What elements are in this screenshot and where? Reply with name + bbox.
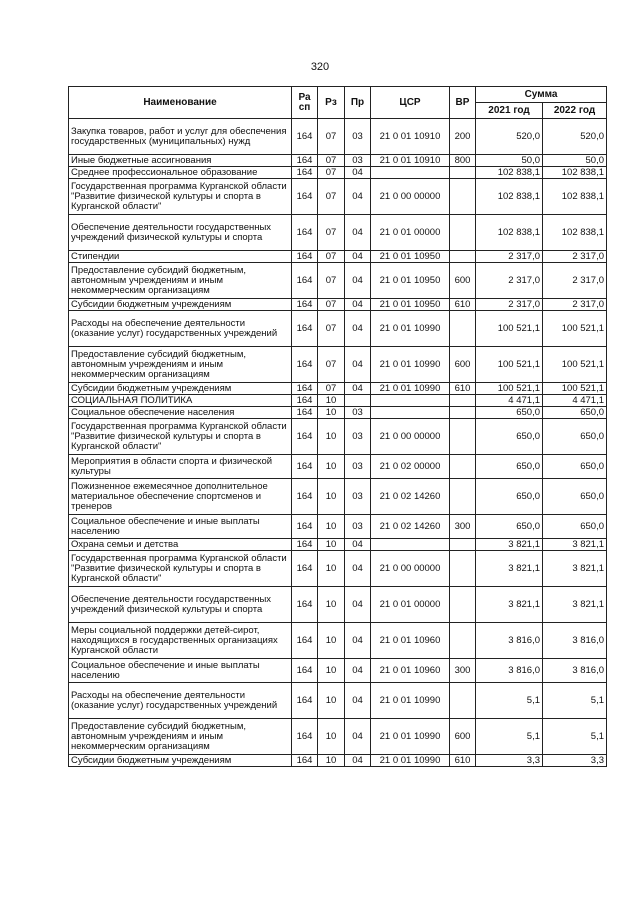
row-rasp: 164 xyxy=(292,215,318,251)
row-rasp: 164 xyxy=(292,623,318,659)
table-row xyxy=(69,407,607,419)
table-row xyxy=(69,419,607,455)
row-sum-2021: 3 816,0 xyxy=(476,659,543,683)
row-rasp: 164 xyxy=(292,347,318,383)
row-pr: 03 xyxy=(345,419,371,455)
row-vr: 300 xyxy=(450,659,476,683)
row-name: Государственная программа Курганской области "Развитие физической культуры и спорта в Курганской области" xyxy=(69,419,292,455)
row-sum-2022: 3 816,0 xyxy=(543,659,607,683)
row-rz: 07 xyxy=(318,383,345,395)
row-vr xyxy=(450,683,476,719)
table-row xyxy=(69,539,607,551)
row-sum-2022: 520,0 xyxy=(543,119,607,155)
header-csr: ЦСР xyxy=(371,87,450,119)
row-rz: 10 xyxy=(318,551,345,587)
row-vr xyxy=(450,179,476,215)
row-csr: 21 0 02 00000 xyxy=(371,455,450,479)
row-rasp: 164 xyxy=(292,455,318,479)
table-row xyxy=(69,515,607,539)
row-rasp: 164 xyxy=(292,383,318,395)
row-sum-2021: 102 838,1 xyxy=(476,215,543,251)
row-sum-2021: 650,0 xyxy=(476,479,543,515)
row-sum-2021: 4 471,1 xyxy=(476,395,543,407)
row-rasp: 164 xyxy=(292,263,318,299)
row-sum-2021: 650,0 xyxy=(476,419,543,455)
row-vr xyxy=(450,551,476,587)
row-vr: 600 xyxy=(450,719,476,755)
row-csr: 21 0 01 00000 xyxy=(371,587,450,623)
row-rasp: 164 xyxy=(292,395,318,407)
row-sum-2021: 3 821,1 xyxy=(476,587,543,623)
row-rasp: 164 xyxy=(292,311,318,347)
row-sum-2022: 3 821,1 xyxy=(543,539,607,551)
row-csr: 21 0 01 10950 xyxy=(371,299,450,311)
row-rz: 10 xyxy=(318,539,345,551)
row-sum-2022: 3 821,1 xyxy=(543,587,607,623)
row-rz: 10 xyxy=(318,659,345,683)
row-pr: 04 xyxy=(345,719,371,755)
header-sum: Сумма xyxy=(476,87,607,103)
row-pr: 04 xyxy=(345,755,371,767)
row-pr: 03 xyxy=(345,407,371,419)
row-name: Предоставление субсидий бюджетным, автономным учреждениям и иным некоммерческим организациям xyxy=(69,263,292,299)
row-rz: 07 xyxy=(318,179,345,215)
row-rasp: 164 xyxy=(292,755,318,767)
row-pr: 03 xyxy=(345,479,371,515)
row-pr: 03 xyxy=(345,455,371,479)
row-rasp: 164 xyxy=(292,299,318,311)
row-pr xyxy=(345,395,371,407)
header-row xyxy=(69,87,607,103)
row-name: Обеспечение деятельности государственных учреждений физической культуры и спорта xyxy=(69,215,292,251)
row-vr: 600 xyxy=(450,347,476,383)
row-vr: 600 xyxy=(450,263,476,299)
row-vr xyxy=(450,311,476,347)
header-2022: 2022 год xyxy=(543,103,607,119)
row-pr: 04 xyxy=(345,179,371,215)
row-name: Пожизненное ежемесячное дополнительное материальное обеспечение спортсменов и тренеров xyxy=(69,479,292,515)
row-csr: 21 0 01 10990 xyxy=(371,383,450,395)
row-rasp: 164 xyxy=(292,683,318,719)
row-sum-2021: 100 521,1 xyxy=(476,347,543,383)
row-sum-2021: 2 317,0 xyxy=(476,299,543,311)
row-csr: 21 0 01 10950 xyxy=(371,251,450,263)
row-name: Мероприятия в области спорта и физической культуры xyxy=(69,455,292,479)
table-row xyxy=(69,479,607,515)
row-rz: 07 xyxy=(318,299,345,311)
row-sum-2022: 650,0 xyxy=(543,407,607,419)
row-vr xyxy=(450,407,476,419)
row-sum-2021: 2 317,0 xyxy=(476,263,543,299)
row-csr: 21 0 01 00000 xyxy=(371,215,450,251)
table-row xyxy=(69,347,607,383)
row-rz: 10 xyxy=(318,623,345,659)
table-row xyxy=(69,395,607,407)
row-rasp: 164 xyxy=(292,155,318,167)
row-pr: 04 xyxy=(345,383,371,395)
row-name: СОЦИАЛЬНАЯ ПОЛИТИКА xyxy=(69,395,292,407)
row-sum-2022: 2 317,0 xyxy=(543,251,607,263)
row-sum-2022: 650,0 xyxy=(543,455,607,479)
row-sum-2021: 102 838,1 xyxy=(476,179,543,215)
row-sum-2021: 520,0 xyxy=(476,119,543,155)
row-pr: 04 xyxy=(345,659,371,683)
row-rz: 10 xyxy=(318,683,345,719)
table-row xyxy=(69,719,607,755)
row-sum-2021: 5,1 xyxy=(476,683,543,719)
table-row xyxy=(69,755,607,767)
row-sum-2022: 3 816,0 xyxy=(543,623,607,659)
row-sum-2022: 4 471,1 xyxy=(543,395,607,407)
row-rasp: 164 xyxy=(292,539,318,551)
row-sum-2022: 2 317,0 xyxy=(543,263,607,299)
row-pr: 04 xyxy=(345,551,371,587)
row-csr: 21 0 00 00000 xyxy=(371,551,450,587)
row-rasp: 164 xyxy=(292,551,318,587)
row-rz: 10 xyxy=(318,419,345,455)
table-row xyxy=(69,383,607,395)
row-name: Охрана семьи и детства xyxy=(69,539,292,551)
budget-table xyxy=(68,86,607,767)
row-rasp: 164 xyxy=(292,719,318,755)
row-pr: 04 xyxy=(345,683,371,719)
row-name: Закупка товаров, работ и услуг для обеспечения государственных (муниципальных) нужд xyxy=(69,119,292,155)
table-row xyxy=(69,455,607,479)
row-rz: 07 xyxy=(318,347,345,383)
table-row xyxy=(69,119,607,155)
row-sum-2021: 650,0 xyxy=(476,515,543,539)
row-csr: 21 0 02 14260 xyxy=(371,515,450,539)
row-name: Социальное обеспечение населения xyxy=(69,407,292,419)
row-pr: 03 xyxy=(345,155,371,167)
row-name: Расходы на обеспечение деятельности (оказание услуг) государственных учреждений xyxy=(69,683,292,719)
row-csr: 21 0 01 10910 xyxy=(371,119,450,155)
row-sum-2021: 3 816,0 xyxy=(476,623,543,659)
table-row xyxy=(69,167,607,179)
row-vr xyxy=(450,419,476,455)
row-sum-2022: 50,0 xyxy=(543,155,607,167)
row-rasp: 164 xyxy=(292,179,318,215)
row-rasp: 164 xyxy=(292,659,318,683)
table-row xyxy=(69,251,607,263)
row-sum-2021: 5,1 xyxy=(476,719,543,755)
row-pr: 04 xyxy=(345,263,371,299)
row-rz: 07 xyxy=(318,119,345,155)
row-rz: 07 xyxy=(318,167,345,179)
row-vr xyxy=(450,587,476,623)
row-sum-2021: 50,0 xyxy=(476,155,543,167)
row-pr: 04 xyxy=(345,539,371,551)
row-rz: 10 xyxy=(318,515,345,539)
row-name: Среднее профессиональное образование xyxy=(69,167,292,179)
row-pr: 04 xyxy=(345,299,371,311)
row-name: Субсидии бюджетным учреждениям xyxy=(69,383,292,395)
table-row xyxy=(69,299,607,311)
row-sum-2022: 102 838,1 xyxy=(543,215,607,251)
row-name: Предоставление субсидий бюджетным, автономным учреждениям и иным некоммерческим организациям xyxy=(69,347,292,383)
row-csr: 21 0 01 10910 xyxy=(371,155,450,167)
row-csr: 21 0 01 10960 xyxy=(371,659,450,683)
row-rasp: 164 xyxy=(292,167,318,179)
row-sum-2022: 650,0 xyxy=(543,479,607,515)
row-rz: 10 xyxy=(318,719,345,755)
row-vr: 610 xyxy=(450,755,476,767)
row-name: Социальное обеспечение и иные выплаты населению xyxy=(69,659,292,683)
row-sum-2022: 5,1 xyxy=(543,683,607,719)
row-rasp: 164 xyxy=(292,515,318,539)
row-rz: 10 xyxy=(318,755,345,767)
table-row xyxy=(69,155,607,167)
table-row xyxy=(69,311,607,347)
row-sum-2022: 102 838,1 xyxy=(543,179,607,215)
row-rasp: 164 xyxy=(292,251,318,263)
row-sum-2022: 102 838,1 xyxy=(543,167,607,179)
row-sum-2021: 100 521,1 xyxy=(476,383,543,395)
row-rasp: 164 xyxy=(292,479,318,515)
row-vr xyxy=(450,251,476,263)
header-pr: Пр xyxy=(345,87,371,119)
row-csr: 21 0 01 10960 xyxy=(371,623,450,659)
row-rz: 10 xyxy=(318,587,345,623)
row-csr: 21 0 02 14260 xyxy=(371,479,450,515)
row-vr: 610 xyxy=(450,299,476,311)
row-rasp: 164 xyxy=(292,119,318,155)
row-vr: 610 xyxy=(450,383,476,395)
row-rz: 07 xyxy=(318,263,345,299)
table-row xyxy=(69,659,607,683)
row-pr: 04 xyxy=(345,347,371,383)
row-vr xyxy=(450,215,476,251)
row-rz: 10 xyxy=(318,395,345,407)
row-sum-2022: 100 521,1 xyxy=(543,311,607,347)
row-name: Стипендии xyxy=(69,251,292,263)
row-sum-2022: 100 521,1 xyxy=(543,347,607,383)
row-name: Меры социальной поддержки детей-сирот, находящихся в государственных организациях Курганской области xyxy=(69,623,292,659)
row-sum-2021: 2 317,0 xyxy=(476,251,543,263)
row-sum-2022: 3,3 xyxy=(543,755,607,767)
row-vr: 200 xyxy=(450,119,476,155)
header-rasp: Ра сп xyxy=(292,87,318,119)
row-csr: 21 0 01 10990 xyxy=(371,719,450,755)
row-csr: 21 0 01 10990 xyxy=(371,683,450,719)
table-row xyxy=(69,263,607,299)
row-csr xyxy=(371,167,450,179)
row-vr xyxy=(450,539,476,551)
row-vr xyxy=(450,623,476,659)
table-body xyxy=(69,119,607,767)
table-row xyxy=(69,551,607,587)
row-sum-2021: 3 821,1 xyxy=(476,551,543,587)
row-sum-2022: 3 821,1 xyxy=(543,551,607,587)
table-row xyxy=(69,215,607,251)
row-sum-2022: 2 317,0 xyxy=(543,299,607,311)
row-pr: 04 xyxy=(345,167,371,179)
row-csr xyxy=(371,395,450,407)
row-rz: 10 xyxy=(318,479,345,515)
row-name: Субсидии бюджетным учреждениям xyxy=(69,299,292,311)
row-sum-2022: 650,0 xyxy=(543,419,607,455)
row-rz: 07 xyxy=(318,251,345,263)
row-pr: 04 xyxy=(345,623,371,659)
row-name: Предоставление субсидий бюджетным, автономным учреждениям и иным некоммерческим организациям xyxy=(69,719,292,755)
row-pr: 03 xyxy=(345,515,371,539)
row-name: Обеспечение деятельности государственных учреждений физической культуры и спорта xyxy=(69,587,292,623)
row-rasp: 164 xyxy=(292,587,318,623)
row-csr: 21 0 00 00000 xyxy=(371,419,450,455)
row-sum-2022: 650,0 xyxy=(543,515,607,539)
row-rz: 10 xyxy=(318,455,345,479)
row-name: Социальное обеспечение и иные выплаты населению xyxy=(69,515,292,539)
row-sum-2021: 3,3 xyxy=(476,755,543,767)
row-vr xyxy=(450,479,476,515)
row-sum-2022: 5,1 xyxy=(543,719,607,755)
row-vr: 800 xyxy=(450,155,476,167)
table-row xyxy=(69,683,607,719)
row-sum-2021: 650,0 xyxy=(476,407,543,419)
row-pr: 03 xyxy=(345,119,371,155)
row-csr: 21 0 01 10990 xyxy=(371,347,450,383)
row-pr: 04 xyxy=(345,251,371,263)
row-vr xyxy=(450,167,476,179)
row-rasp: 164 xyxy=(292,419,318,455)
table-row xyxy=(69,587,607,623)
row-rz: 07 xyxy=(318,311,345,347)
row-vr xyxy=(450,395,476,407)
row-csr xyxy=(371,407,450,419)
row-pr: 04 xyxy=(345,215,371,251)
row-sum-2021: 102 838,1 xyxy=(476,167,543,179)
header-rz: Рз xyxy=(318,87,345,119)
row-pr: 04 xyxy=(345,311,371,347)
row-name: Государственная программа Курганской области "Развитие физической культуры и спорта в Курганской области" xyxy=(69,179,292,215)
row-sum-2022: 100 521,1 xyxy=(543,383,607,395)
table-row xyxy=(69,179,607,215)
row-rz: 07 xyxy=(318,215,345,251)
header-2021: 2021 год xyxy=(476,103,543,119)
row-name: Субсидии бюджетным учреждениям xyxy=(69,755,292,767)
header-vr: ВР xyxy=(450,87,476,119)
row-name: Расходы на обеспечение деятельности (оказание услуг) государственных учреждений xyxy=(69,311,292,347)
row-csr: 21 0 01 10990 xyxy=(371,755,450,767)
row-rz: 10 xyxy=(318,407,345,419)
row-csr: 21 0 00 00000 xyxy=(371,179,450,215)
row-sum-2021: 650,0 xyxy=(476,455,543,479)
page-number: 320 xyxy=(310,61,330,73)
row-vr: 300 xyxy=(450,515,476,539)
row-rasp: 164 xyxy=(292,407,318,419)
row-name: Государственная программа Курганской области "Развитие физической культуры и спорта в Курганской области" xyxy=(69,551,292,587)
row-name: Иные бюджетные ассигнования xyxy=(69,155,292,167)
row-sum-2021: 3 821,1 xyxy=(476,539,543,551)
table-row xyxy=(69,623,607,659)
row-csr: 21 0 01 10950 xyxy=(371,263,450,299)
row-csr: 21 0 01 10990 xyxy=(371,311,450,347)
row-sum-2021: 100 521,1 xyxy=(476,311,543,347)
row-csr xyxy=(371,539,450,551)
row-rz: 07 xyxy=(318,155,345,167)
row-pr: 04 xyxy=(345,587,371,623)
row-vr xyxy=(450,455,476,479)
header-name: Наименование xyxy=(69,87,292,119)
